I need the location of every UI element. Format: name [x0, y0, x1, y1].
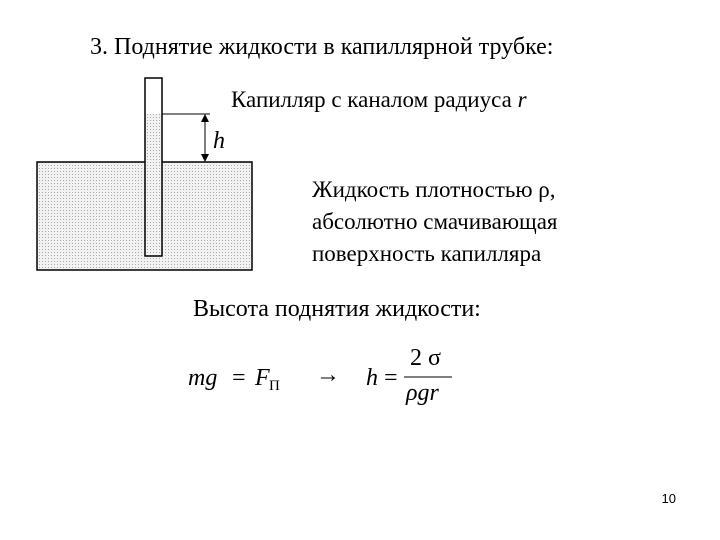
- capillary-liquid-column: [145, 114, 162, 256]
- formula-h: h: [366, 365, 378, 391]
- page-number: 10: [661, 491, 676, 506]
- height-label: h: [213, 128, 225, 154]
- capillary-tube-empty: [145, 78, 162, 114]
- slide-title: 3. Поднятие жидкости в капиллярной трубке:: [90, 34, 554, 60]
- formula-force: F: [255, 365, 270, 391]
- height-arrow-head-top: [201, 114, 209, 122]
- formula-equals: =: [232, 365, 246, 391]
- formula-numerator: 2 σ: [410, 345, 441, 371]
- capillary-label-text: Капилляр с каналом радиуса: [231, 87, 512, 112]
- formula-mg: mg: [188, 365, 218, 391]
- liquid-description: [312, 174, 558, 270]
- liquid-line-1: Жидкость плотностью ρ,: [312, 177, 556, 202]
- formula-force-subscript: П: [269, 378, 280, 394]
- liquid-line-2: абсолютно смачивающая: [312, 209, 558, 234]
- formula-h-equals: =: [384, 365, 398, 391]
- liquid-line-3: поверхность капилляра: [312, 241, 542, 266]
- radius-variable: r: [517, 87, 527, 112]
- formula-denominator: ρgr: [406, 380, 439, 406]
- formula-arrow: →: [316, 362, 340, 388]
- height-arrow-head-bottom: [201, 154, 209, 162]
- capillary-label: [231, 87, 527, 113]
- height-title: Высота поднятия жидкости:: [193, 296, 481, 322]
